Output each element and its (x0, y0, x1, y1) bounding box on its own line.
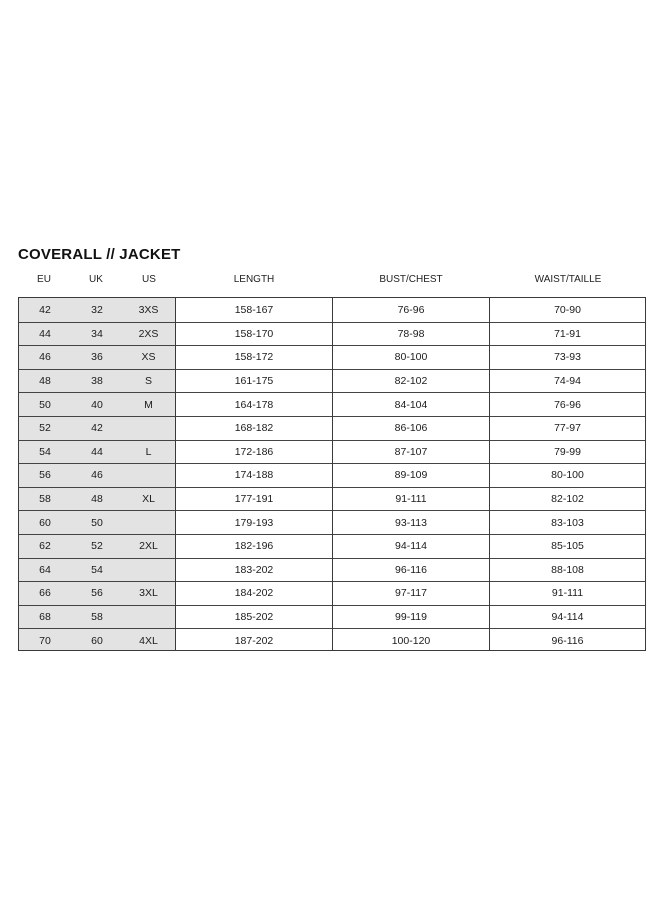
header-us: US (142, 274, 156, 285)
measurement-row (176, 628, 332, 652)
measurement-row (490, 298, 645, 322)
length-column-group (175, 297, 333, 651)
bust-chest-cell: 82-102 (394, 375, 428, 388)
length-cell: 184-202 (234, 587, 274, 600)
length-cell: 168-182 (234, 422, 274, 435)
uk-cell: 44 (91, 445, 103, 458)
size-code-row (19, 463, 175, 487)
measurement-row (490, 416, 645, 440)
size-code-row (19, 345, 175, 369)
measurement-row (333, 558, 489, 582)
size-code-row (19, 369, 175, 393)
eu-cell: 42 (39, 303, 51, 316)
waist-taille-cell: 79-99 (554, 445, 581, 458)
length-cell: 174-188 (234, 469, 274, 482)
measurement-row (176, 298, 332, 322)
bust-chest-cell: 99-119 (395, 611, 427, 624)
measurement-row (490, 322, 645, 346)
bust-chest-cell: 93-113 (395, 516, 427, 529)
measurement-row (176, 345, 332, 369)
bust-chest-cell: 94-114 (395, 540, 427, 553)
us-cell: M (144, 398, 153, 411)
measurement-row (490, 534, 645, 558)
header-waist-taille: WAIST/TAILLE (534, 274, 602, 285)
bust-chest-cell: 84-104 (394, 398, 428, 411)
length-cell: 172-186 (234, 445, 274, 458)
size-code-row (19, 534, 175, 558)
measurement-row (490, 510, 645, 534)
size-codes-column-group (18, 297, 176, 651)
size-code-row (19, 558, 175, 582)
eu-cell: 66 (39, 587, 51, 600)
bust-chest-cell: 86-106 (394, 422, 428, 435)
waist-taille-column-group (489, 297, 646, 651)
waist-taille-cell: 74-94 (554, 375, 581, 388)
page-title: COVERALL // JACKET (18, 246, 181, 263)
waist-taille-cell: 76-96 (554, 398, 581, 411)
measurement-row (176, 487, 332, 511)
measurement-row (176, 369, 332, 393)
measurement-row (176, 392, 332, 416)
size-code-row (19, 298, 175, 322)
waist-taille-cell: 77-97 (554, 422, 581, 435)
size-code-row (19, 487, 175, 511)
uk-cell: 32 (91, 303, 103, 316)
eu-cell: 44 (39, 327, 51, 340)
length-cell: 185-202 (234, 611, 274, 624)
length-cell: 158-170 (234, 327, 274, 340)
bust-chest-cell: 87-107 (394, 445, 428, 458)
measurement-row (176, 581, 332, 605)
eu-cell: 56 (39, 469, 51, 482)
us-cell: S (144, 375, 152, 388)
uk-cell: 48 (91, 493, 103, 506)
waist-taille-cell: 82-102 (551, 493, 584, 506)
uk-cell: 56 (91, 587, 103, 600)
waist-taille-cell: 73-93 (554, 351, 581, 364)
bust-chest-cell: 100-120 (391, 634, 431, 647)
length-cell: 164-178 (234, 398, 274, 411)
size-code-row (19, 605, 175, 629)
bust-chest-column-group (332, 297, 490, 651)
measurement-row (490, 463, 645, 487)
measurement-row (490, 345, 645, 369)
waist-taille-cell: 96-116 (551, 634, 584, 647)
us-cell: L (145, 445, 152, 458)
us-cell: 2XL (139, 540, 158, 553)
eu-cell: 68 (39, 611, 51, 624)
length-cell: 187-202 (234, 634, 274, 647)
measurement-row (333, 392, 489, 416)
waist-taille-cell: 70-90 (554, 303, 581, 316)
length-cell: 158-172 (234, 351, 274, 364)
us-cell: XL (142, 493, 155, 506)
size-code-row (19, 440, 175, 464)
measurement-row (176, 605, 332, 629)
eu-cell: 62 (39, 540, 51, 553)
bust-chest-cell: 78-98 (397, 327, 425, 340)
us-cell: XS (141, 351, 156, 364)
measurement-row (333, 534, 489, 558)
length-cell: 179-193 (234, 516, 274, 529)
size-code-row (19, 322, 175, 346)
size-code-row (19, 510, 175, 534)
uk-cell: 46 (91, 469, 103, 482)
measurement-row (333, 628, 489, 652)
eu-cell: 52 (39, 422, 51, 435)
measurement-row (176, 558, 332, 582)
measurement-row (490, 487, 645, 511)
measurement-row (176, 463, 332, 487)
size-code-row (19, 628, 175, 652)
measurement-row (333, 440, 489, 464)
measurement-row (176, 416, 332, 440)
length-cell: 177-191 (234, 493, 274, 506)
header-bust-chest: BUST/CHEST (379, 274, 443, 285)
measurement-row (333, 298, 489, 322)
length-cell: 182-196 (234, 540, 274, 553)
measurement-row (490, 369, 645, 393)
bust-chest-cell: 97-117 (395, 587, 427, 600)
measurement-row (333, 322, 489, 346)
size-code-row (19, 416, 175, 440)
eu-cell: 64 (39, 563, 51, 576)
measurement-row (333, 510, 489, 534)
bust-chest-cell: 96-116 (395, 563, 427, 576)
measurement-row (490, 628, 645, 652)
us-cell: 4XL (139, 634, 158, 647)
waist-taille-cell: 91-111 (551, 587, 584, 600)
waist-taille-cell: 85-105 (551, 540, 584, 553)
uk-cell: 58 (91, 611, 103, 624)
us-cell: 3XS (138, 303, 159, 316)
eu-cell: 48 (39, 375, 51, 388)
eu-cell: 58 (39, 493, 51, 506)
uk-cell: 60 (91, 634, 103, 647)
uk-cell: 52 (91, 540, 103, 553)
uk-cell: 40 (91, 398, 103, 411)
measurement-row (333, 369, 489, 393)
eu-cell: 50 (39, 398, 51, 411)
bust-chest-cell: 76-96 (397, 303, 425, 316)
eu-cell: 46 (39, 351, 51, 364)
length-cell: 161-175 (234, 375, 274, 388)
waist-taille-cell: 83-103 (551, 516, 584, 529)
measurement-row (490, 392, 645, 416)
measurement-row (490, 440, 645, 464)
measurement-row (333, 487, 489, 511)
measurement-row (333, 345, 489, 369)
measurement-row (333, 416, 489, 440)
measurement-row (176, 510, 332, 534)
length-cell: 158-167 (234, 303, 274, 316)
bust-chest-cell: 89-109 (394, 469, 428, 482)
header-length: LENGTH (233, 274, 275, 285)
measurement-row (333, 463, 489, 487)
waist-taille-cell: 80-100 (551, 469, 584, 482)
uk-cell: 42 (91, 422, 103, 435)
waist-taille-cell: 94-114 (551, 611, 584, 624)
us-cell: 2XS (138, 327, 159, 340)
header-eu: EU (37, 274, 51, 285)
uk-cell: 34 (91, 327, 103, 340)
us-cell: 3XL (139, 587, 158, 600)
waist-taille-cell: 71-91 (554, 327, 581, 340)
measurement-row (176, 440, 332, 464)
uk-cell: 54 (91, 563, 103, 576)
uk-cell: 36 (91, 351, 103, 364)
uk-cell: 50 (91, 516, 103, 529)
eu-cell: 70 (39, 634, 51, 647)
measurement-row (333, 605, 489, 629)
measurement-row (333, 581, 489, 605)
measurement-row (490, 558, 645, 582)
bust-chest-cell: 80-100 (394, 351, 428, 364)
measurement-row (490, 605, 645, 629)
bust-chest-cell: 91-111 (395, 493, 427, 506)
header-uk: UK (89, 274, 103, 285)
eu-cell: 54 (39, 445, 51, 458)
measurement-row (490, 581, 645, 605)
size-code-row (19, 392, 175, 416)
measurement-row (176, 534, 332, 558)
measurement-row (176, 322, 332, 346)
length-cell: 183-202 (234, 563, 274, 576)
size-code-row (19, 581, 175, 605)
waist-taille-cell: 88-108 (551, 563, 584, 576)
uk-cell: 38 (91, 375, 103, 388)
eu-cell: 60 (39, 516, 51, 529)
